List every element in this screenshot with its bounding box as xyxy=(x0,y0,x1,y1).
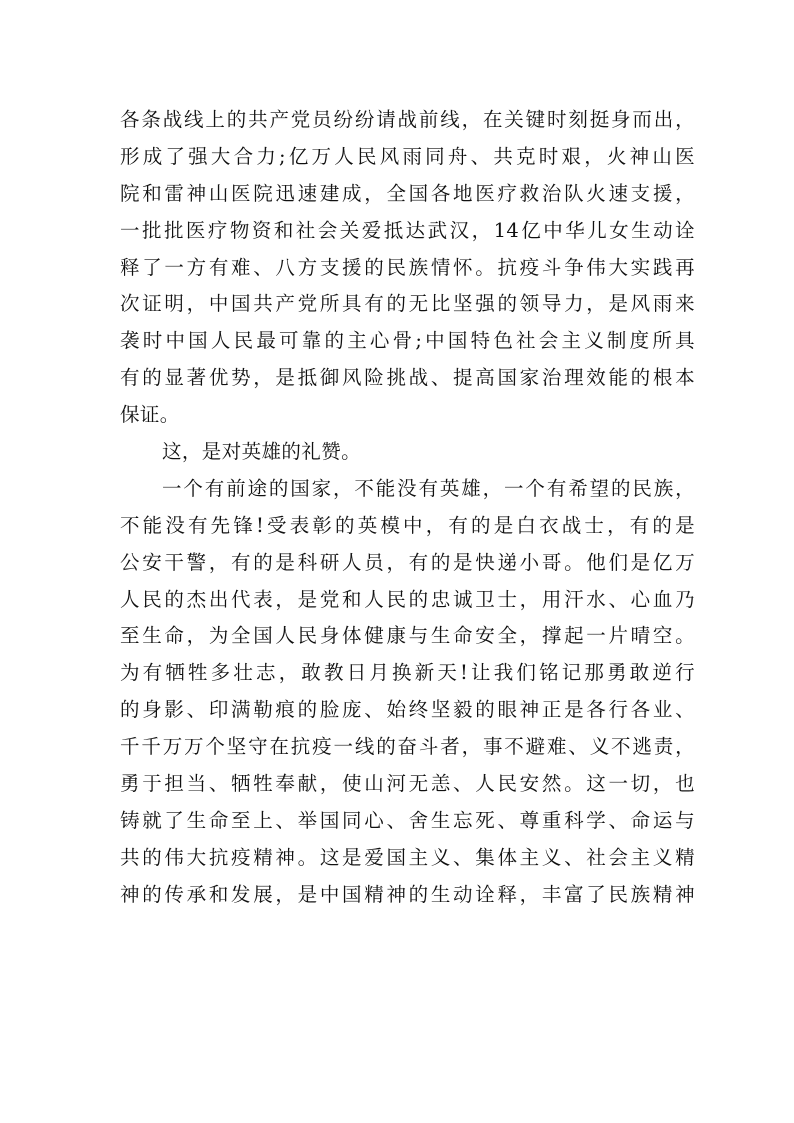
text-line: 为有牺牲多壮志，敢教日月换新天!让我们铭记那勇敢逆行 xyxy=(120,661,695,685)
text-line: 公安干警，有的是科研人员，有的是快递小哥。他们是亿万 xyxy=(120,550,695,574)
text-line: 一个有前途的国家，不能没有英雄，一个有希望的民族， xyxy=(162,476,695,500)
text-line: 勇于担当、牺牲奉献，使山河无恙、人民安然。这一切，也 xyxy=(120,772,695,796)
text-line: 至生命，为全国人民身体健康与生命安全，撑起一片晴空。 xyxy=(120,624,695,648)
text-line: 人民的杰出代表，是党和人民的忠诚卫士，用汗水、心血乃 xyxy=(120,587,695,611)
text-line: 院和雷神山医院迅速建成，全国各地医疗救治队火速支援， xyxy=(120,181,695,205)
text-line: 释了一方有难、八方支援的民族情怀。抗疫斗争伟大实践再 xyxy=(120,255,695,279)
text-line: 保证。 xyxy=(120,403,180,427)
text-line: 各条战线上的共产党员纷纷请战前线，在关键时刻挺身而出， xyxy=(120,108,695,131)
text-line: 千千万万个坚守在抗疫一线的奋斗者，事不避难、义不逃责， xyxy=(120,735,695,759)
text-line: 这，是对英雄的礼赞。 xyxy=(162,440,362,464)
text-line: 次证明，中国共产党所具有的无比坚强的领导力，是风雨来 xyxy=(120,292,695,316)
body-text xyxy=(120,102,695,914)
text-line: 有的显著优势，是抵御风险挑战、提高国家治理效能的根本 xyxy=(120,366,695,390)
text-line: 神的传承和发展，是中国精神的生动诠释，丰富了民族精神 xyxy=(120,882,695,906)
text-line: 共的伟大抗疫精神。这是爱国主义、集体主义、社会主义精 xyxy=(120,845,695,869)
text-line: 铸就了生命至上、举国同心、舍生忘死、尊重科学、命运与 xyxy=(120,808,695,832)
text-line: 袭时中国人民最可靠的主心骨;中国特色社会主义制度所具 xyxy=(120,329,695,353)
text-line: 的身影、印满勒痕的脸庞、始终坚毅的眼神正是各行各业、 xyxy=(120,698,695,722)
text-line: 一批批医疗物资和社会关爱抵达武汉，14亿中华儿女生动诠 xyxy=(120,218,695,242)
text-line: 不能没有先锋!受表彰的英模中，有的是白衣战士，有的是 xyxy=(120,513,695,537)
text-line: 形成了强大合力;亿万人民风雨同舟、共克时艰，火神山医 xyxy=(120,144,695,168)
